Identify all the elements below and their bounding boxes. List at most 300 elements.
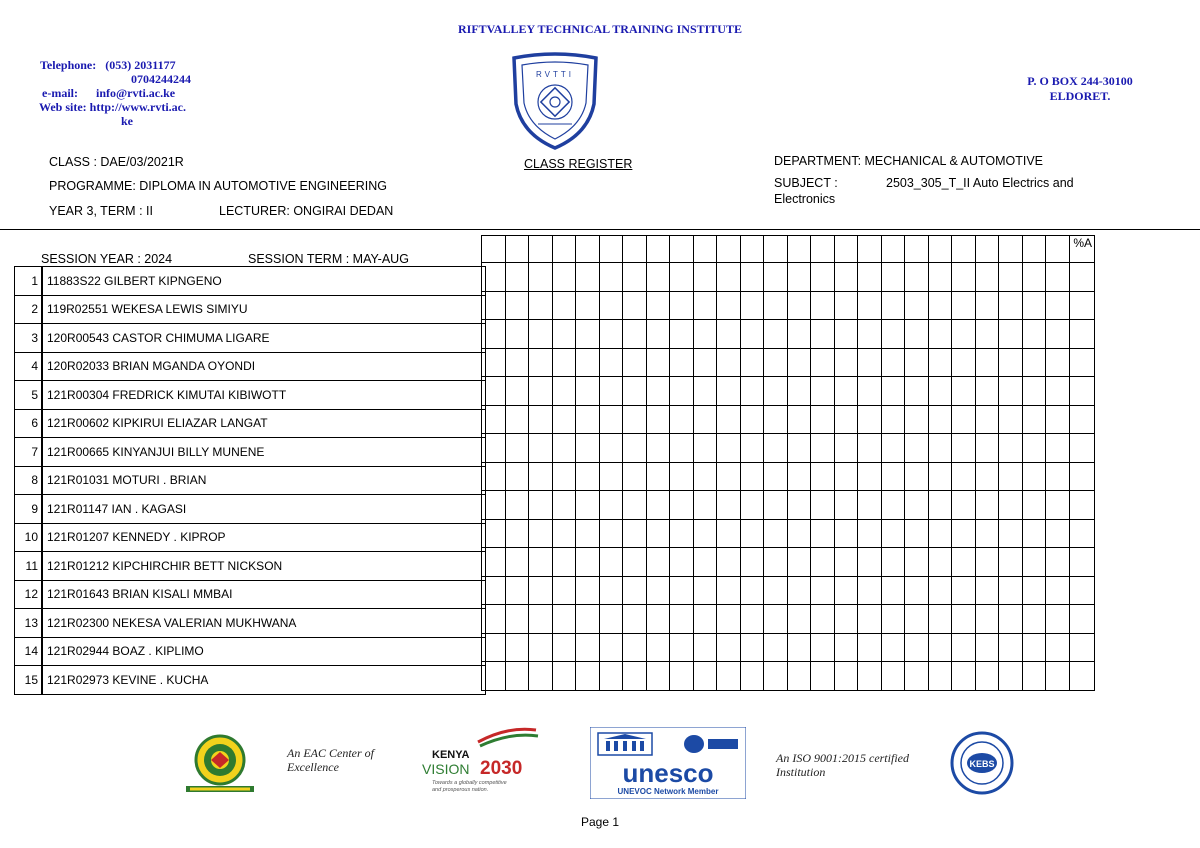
attendance-cell xyxy=(999,576,1023,605)
kenya-text: KENYA xyxy=(432,749,470,761)
student-row xyxy=(15,666,486,695)
attendance-cell xyxy=(646,491,670,520)
attendance-cell xyxy=(552,348,576,377)
attendance-cell xyxy=(1022,662,1046,691)
percent-attendance-cell xyxy=(1069,519,1095,548)
vision-tagline-2: and prosperous nation. xyxy=(432,787,489,793)
attendance-cell xyxy=(670,348,694,377)
attendance-cell xyxy=(975,377,999,406)
attendance-cell xyxy=(905,348,929,377)
attendance-cell xyxy=(693,434,717,463)
attendance-cell xyxy=(599,377,623,406)
attendance-cell xyxy=(693,576,717,605)
attendance-row xyxy=(482,519,1095,548)
row-number: 10 xyxy=(15,523,43,552)
date-header-cell xyxy=(646,236,670,263)
percent-attendance-cell xyxy=(1069,576,1095,605)
attendance-cell xyxy=(482,291,506,320)
attendance-row xyxy=(482,662,1095,691)
row-number: 6 xyxy=(15,409,43,438)
attendance-cell xyxy=(717,462,741,491)
percent-attendance-cell xyxy=(1069,291,1095,320)
date-header-cell xyxy=(717,236,741,263)
attendance-cell xyxy=(529,462,553,491)
date-header-cell xyxy=(670,236,694,263)
email-value: info@rvti.ac.ke xyxy=(95,86,176,100)
date-header-cell xyxy=(787,236,811,263)
attendance-cell xyxy=(740,405,764,434)
attendance-cell xyxy=(834,462,858,491)
attendance-cell xyxy=(787,320,811,349)
attendance-cell xyxy=(975,405,999,434)
attendance-cell xyxy=(905,633,929,662)
attendance-cell xyxy=(599,348,623,377)
attendance-cell xyxy=(599,576,623,605)
attendance-cell xyxy=(646,405,670,434)
attendance-cell xyxy=(905,576,929,605)
attendance-cell xyxy=(717,320,741,349)
attendance-cell xyxy=(764,434,788,463)
student-row xyxy=(15,552,486,581)
attendance-cell xyxy=(881,662,905,691)
attendance-cell xyxy=(999,519,1023,548)
attendance-cell xyxy=(576,291,600,320)
attendance-cell xyxy=(505,576,529,605)
attendance-cell xyxy=(952,605,976,634)
unesco-member-text: UNEVOC Network Member xyxy=(617,787,719,796)
attendance-cell xyxy=(1046,348,1070,377)
attendance-cell xyxy=(858,576,882,605)
attendance-cell xyxy=(881,320,905,349)
attendance-row xyxy=(482,434,1095,463)
header-divider xyxy=(0,229,1200,230)
attendance-cell xyxy=(975,291,999,320)
attendance-row xyxy=(482,576,1095,605)
date-header-cell xyxy=(858,236,882,263)
percent-attendance-cell xyxy=(1069,377,1095,406)
attendance-cell xyxy=(717,434,741,463)
attendance-cell xyxy=(952,377,976,406)
attendance-row xyxy=(482,633,1095,662)
attendance-row xyxy=(482,320,1095,349)
attendance-cell xyxy=(764,348,788,377)
attendance-cell xyxy=(834,263,858,292)
attendance-cell xyxy=(1046,377,1070,406)
attendance-cell xyxy=(482,434,506,463)
attendance-cell xyxy=(928,662,952,691)
attendance-cell xyxy=(975,434,999,463)
attendance-cell xyxy=(717,662,741,691)
subject-value: 2503_305_T_II Auto Electrics and xyxy=(886,176,1074,190)
attendance-cell xyxy=(1046,263,1070,292)
attendance-cell xyxy=(623,263,647,292)
attendance-cell xyxy=(740,548,764,577)
attendance-cell xyxy=(693,263,717,292)
attendance-cell xyxy=(693,519,717,548)
attendance-cell xyxy=(787,548,811,577)
attendance-cell xyxy=(693,291,717,320)
attendance-cell xyxy=(834,605,858,634)
date-header-cell xyxy=(1046,236,1070,263)
attendance-cell xyxy=(787,662,811,691)
row-number: 8 xyxy=(15,466,43,495)
attendance-cell xyxy=(787,462,811,491)
attendance-cell xyxy=(482,263,506,292)
percent-attendance-cell xyxy=(1069,434,1095,463)
attendance-cell xyxy=(552,662,576,691)
date-header-cell xyxy=(505,236,529,263)
iso-caption xyxy=(776,751,909,779)
attendance-cell xyxy=(1046,320,1070,349)
attendance-cell xyxy=(505,377,529,406)
attendance-cell xyxy=(576,377,600,406)
attendance-row xyxy=(482,462,1095,491)
date-header-cell xyxy=(975,236,999,263)
attendance-cell xyxy=(623,320,647,349)
attendance-cell xyxy=(693,320,717,349)
attendance-cell xyxy=(858,348,882,377)
attendance-cell xyxy=(834,348,858,377)
attendance-grid xyxy=(481,235,1095,691)
attendance-cell xyxy=(858,291,882,320)
attendance-cell xyxy=(952,548,976,577)
attendance-cell xyxy=(529,348,553,377)
attendance-cell xyxy=(693,491,717,520)
attendance-cell xyxy=(811,633,835,662)
unesco-unevoc-logo xyxy=(590,727,746,799)
attendance-cell xyxy=(787,434,811,463)
attendance-cell xyxy=(670,320,694,349)
attendance-cell xyxy=(482,491,506,520)
attendance-cell xyxy=(952,633,976,662)
attendance-cell xyxy=(858,320,882,349)
attendance-cell xyxy=(858,633,882,662)
attendance-cell xyxy=(482,320,506,349)
student-row xyxy=(15,580,486,609)
attendance-cell xyxy=(905,377,929,406)
attendance-cell xyxy=(834,377,858,406)
attendance-cell xyxy=(881,548,905,577)
attendance-cell xyxy=(881,405,905,434)
attendance-cell xyxy=(999,405,1023,434)
attendance-cell xyxy=(787,576,811,605)
attendance-cell xyxy=(670,605,694,634)
attendance-cell xyxy=(952,519,976,548)
attendance-cell xyxy=(999,462,1023,491)
programme: PROGRAMME: DIPLOMA IN AUTOMOTIVE ENGINEERING xyxy=(49,179,388,193)
attendance-cell xyxy=(881,348,905,377)
attendance-cell xyxy=(881,263,905,292)
attendance-cell xyxy=(858,434,882,463)
attendance-cell xyxy=(646,576,670,605)
attendance-cell xyxy=(717,491,741,520)
website-value-cont: ke xyxy=(121,114,133,128)
attendance-cell xyxy=(975,348,999,377)
attendance-cell xyxy=(740,348,764,377)
attendance-cell xyxy=(599,491,623,520)
attendance-cell xyxy=(928,491,952,520)
attendance-cell xyxy=(717,519,741,548)
attendance-cell xyxy=(670,405,694,434)
attendance-cell xyxy=(552,519,576,548)
attendance-cell xyxy=(881,633,905,662)
iso-caption-line2: Institution xyxy=(776,765,826,779)
student-row xyxy=(15,609,486,638)
attendance-cell xyxy=(505,633,529,662)
row-number: 9 xyxy=(15,495,43,524)
date-header-cell xyxy=(811,236,835,263)
attendance-cell xyxy=(599,605,623,634)
student-name: 121R01147 IAN . KAGASI xyxy=(42,495,486,524)
attendance-cell xyxy=(764,377,788,406)
attendance-cell xyxy=(552,377,576,406)
attendance-cell xyxy=(552,548,576,577)
kebs-text: KEBS xyxy=(969,759,995,769)
attendance-cell xyxy=(552,633,576,662)
telephone-2: 0704244244 xyxy=(131,72,191,86)
attendance-cell xyxy=(952,320,976,349)
attendance-cell xyxy=(646,662,670,691)
attendance-cell xyxy=(482,348,506,377)
percent-attendance-cell xyxy=(1069,605,1095,634)
attendance-cell xyxy=(646,377,670,406)
attendance-cell xyxy=(576,462,600,491)
attendance-cell xyxy=(670,633,694,662)
attendance-cell xyxy=(670,662,694,691)
attendance-cell xyxy=(529,662,553,691)
attendance-cell xyxy=(623,576,647,605)
attendance-cell xyxy=(811,491,835,520)
row-number: 4 xyxy=(15,352,43,381)
attendance-cell xyxy=(599,263,623,292)
row-number: 15 xyxy=(15,666,43,695)
attendance-cell xyxy=(975,605,999,634)
subject-label: SUBJECT : xyxy=(774,176,838,190)
attendance-cell xyxy=(482,576,506,605)
attendance-cell xyxy=(764,462,788,491)
attendance-cell xyxy=(811,377,835,406)
attendance-cell xyxy=(670,576,694,605)
attendance-cell xyxy=(529,405,553,434)
attendance-cell xyxy=(811,291,835,320)
date-header-cell xyxy=(599,236,623,263)
attendance-cell xyxy=(717,405,741,434)
attendance-cell xyxy=(787,491,811,520)
date-header-cell xyxy=(834,236,858,263)
attendance-cell xyxy=(1022,320,1046,349)
date-header-cell xyxy=(999,236,1023,263)
attendance-cell xyxy=(576,320,600,349)
attendance-cell xyxy=(999,491,1023,520)
attendance-cell xyxy=(529,548,553,577)
attendance-cell xyxy=(599,548,623,577)
student-row xyxy=(15,438,486,467)
attendance-cell xyxy=(1046,291,1070,320)
student-name: 121R01031 MOTURI . BRIAN xyxy=(42,466,486,495)
attendance-cell xyxy=(1022,405,1046,434)
attendance-cell xyxy=(764,519,788,548)
subject-value-cont: Electronics xyxy=(774,192,836,206)
attendance-cell xyxy=(552,462,576,491)
session-term: SESSION TERM : MAY-AUG xyxy=(248,252,409,266)
attendance-cell xyxy=(1022,548,1046,577)
kebs-seal xyxy=(944,731,1020,795)
attendance-cell xyxy=(905,434,929,463)
attendance-cell xyxy=(975,320,999,349)
attendance-cell xyxy=(787,519,811,548)
attendance-cell xyxy=(599,291,623,320)
attendance-cell xyxy=(787,405,811,434)
attendance-cell xyxy=(764,263,788,292)
register-title: CLASS REGISTER xyxy=(524,157,633,171)
attendance-cell xyxy=(952,576,976,605)
percent-attendance-cell xyxy=(1069,405,1095,434)
attendance-cell xyxy=(928,519,952,548)
date-header-cell xyxy=(928,236,952,263)
attendance-cell xyxy=(482,548,506,577)
attendance-cell xyxy=(505,491,529,520)
date-header-cell xyxy=(740,236,764,263)
student-row xyxy=(15,637,486,666)
attendance-cell xyxy=(599,434,623,463)
attendance-cell xyxy=(952,263,976,292)
vision-text: VISION xyxy=(422,761,470,777)
eac-caption-line1: An EAC Center of xyxy=(287,746,374,760)
attendance-cell xyxy=(1046,605,1070,634)
attendance-cell xyxy=(623,491,647,520)
attendance-cell xyxy=(576,548,600,577)
attendance-cell xyxy=(834,434,858,463)
attendance-cell xyxy=(717,605,741,634)
attendance-cell xyxy=(693,462,717,491)
row-number: 11 xyxy=(15,552,43,581)
attendance-cell xyxy=(881,605,905,634)
attendance-cell xyxy=(1022,377,1046,406)
student-name: 121R00602 KIPKIRUI ELIAZAR LANGAT xyxy=(42,409,486,438)
attendance-cell xyxy=(623,519,647,548)
attendance-cell xyxy=(646,348,670,377)
attendance-cell xyxy=(505,291,529,320)
student-name: 121R02973 KEVINE . KUCHA xyxy=(42,666,486,695)
attendance-cell xyxy=(787,291,811,320)
student-row xyxy=(15,381,486,410)
student-name: 11883S22 GILBERT KIPNGENO xyxy=(42,267,486,296)
eac-caption xyxy=(287,746,374,774)
attendance-cell xyxy=(881,291,905,320)
attendance-cell xyxy=(975,548,999,577)
date-header-cell xyxy=(881,236,905,263)
percent-attendance-cell xyxy=(1069,320,1095,349)
attendance-cell xyxy=(881,434,905,463)
student-name: 121R01207 KENNEDY . KIPROP xyxy=(42,523,486,552)
percent-attendance-header: %A xyxy=(1069,236,1095,263)
row-number: 7 xyxy=(15,438,43,467)
attendance-cell xyxy=(670,377,694,406)
attendance-cell xyxy=(999,291,1023,320)
attendance-cell xyxy=(858,491,882,520)
attendance-cell xyxy=(693,605,717,634)
attendance-cell xyxy=(952,291,976,320)
attendance-cell xyxy=(505,405,529,434)
attendance-cell xyxy=(552,434,576,463)
attendance-cell xyxy=(623,377,647,406)
po-box: P. O BOX 244-30100 xyxy=(1027,74,1133,88)
attendance-cell xyxy=(552,605,576,634)
attendance-cell xyxy=(576,605,600,634)
attendance-cell xyxy=(482,462,506,491)
row-number: 12 xyxy=(15,580,43,609)
row-number: 3 xyxy=(15,324,43,353)
attendance-cell xyxy=(693,548,717,577)
attendance-cell xyxy=(1022,576,1046,605)
attendance-cell xyxy=(811,548,835,577)
date-header-cell xyxy=(952,236,976,263)
attendance-cell xyxy=(1046,662,1070,691)
attendance-cell xyxy=(952,662,976,691)
attendance-cell xyxy=(717,291,741,320)
attendance-cell xyxy=(552,291,576,320)
attendance-cell xyxy=(858,548,882,577)
attendance-cell xyxy=(529,491,553,520)
attendance-cell xyxy=(670,519,694,548)
student-name: 119R02551 WEKESA LEWIS SIMIYU xyxy=(42,295,486,324)
percent-attendance-cell xyxy=(1069,548,1095,577)
attendance-cell xyxy=(1022,263,1046,292)
attendance-cell xyxy=(905,405,929,434)
student-row xyxy=(15,495,486,524)
attendance-cell xyxy=(764,633,788,662)
attendance-cell xyxy=(881,462,905,491)
row-number: 2 xyxy=(15,295,43,324)
attendance-cell xyxy=(811,405,835,434)
attendance-cell xyxy=(623,462,647,491)
attendance-cell xyxy=(1046,405,1070,434)
row-number: 5 xyxy=(15,381,43,410)
attendance-cell xyxy=(646,605,670,634)
attendance-cell xyxy=(928,377,952,406)
eac-logo xyxy=(180,730,260,796)
attendance-cell xyxy=(764,548,788,577)
attendance-cell xyxy=(670,263,694,292)
attendance-cell xyxy=(505,662,529,691)
student-row xyxy=(15,324,486,353)
attendance-cell xyxy=(811,662,835,691)
attendance-cell xyxy=(928,320,952,349)
attendance-cell xyxy=(670,434,694,463)
attendance-cell xyxy=(834,662,858,691)
attendance-cell xyxy=(999,348,1023,377)
attendance-cell xyxy=(623,434,647,463)
attendance-cell xyxy=(552,263,576,292)
attendance-cell xyxy=(576,434,600,463)
date-header-cell xyxy=(693,236,717,263)
attendance-cell xyxy=(975,491,999,520)
attendance-cell xyxy=(576,491,600,520)
attendance-cell xyxy=(599,519,623,548)
attendance-cell xyxy=(905,662,929,691)
student-row xyxy=(15,409,486,438)
contact-block xyxy=(40,58,191,128)
attendance-cell xyxy=(834,548,858,577)
attendance-cell xyxy=(764,320,788,349)
attendance-cell xyxy=(623,662,647,691)
percent-attendance-cell xyxy=(1069,462,1095,491)
attendance-cell xyxy=(576,576,600,605)
row-number: 14 xyxy=(15,637,43,666)
attendance-cell xyxy=(999,320,1023,349)
student-row xyxy=(15,352,486,381)
attendance-cell xyxy=(623,548,647,577)
